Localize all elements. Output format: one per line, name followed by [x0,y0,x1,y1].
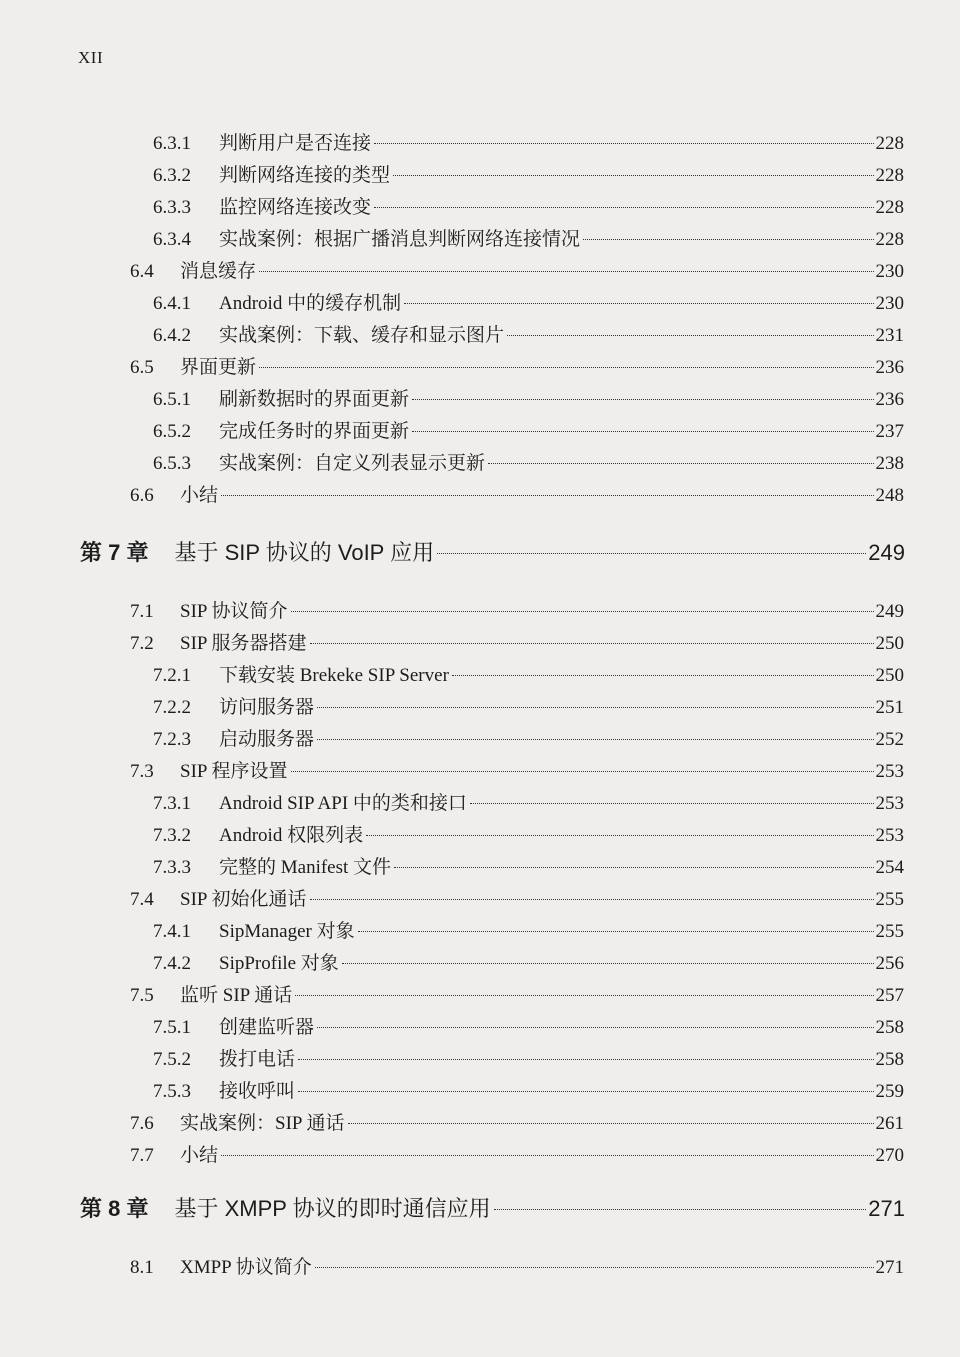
toc-entry-page: 238 [875,453,904,474]
toc-entry-number: 7.5.2 [153,1049,191,1070]
toc-entry-title: 创建监听器 [219,1017,315,1038]
dot-leader [310,643,874,644]
dot-leader [298,1091,873,1092]
dot-leader [366,835,873,836]
toc-entry-page: 257 [875,985,904,1006]
dot-leader [259,271,873,272]
toc-entry-page: 249 [875,601,904,622]
dot-leader [394,867,873,868]
dot-leader [374,143,873,144]
dot-leader [488,463,873,464]
toc-entry-number: 6.5.1 [153,389,191,410]
toc-entry-number: 6.4.2 [153,325,191,346]
toc-entry-page: 231 [875,325,904,346]
dot-leader [507,335,873,336]
toc-entry-title: 消息缓存 [180,261,257,282]
toc-entry-title: SipManager 对象 [219,921,355,942]
toc-entry-number: 7.5.1 [153,1017,191,1038]
toc-entry-number: 6.3.4 [153,229,191,250]
toc-entry [153,788,904,815]
dot-leader [317,1027,873,1028]
toc-entry [130,980,904,1007]
toc-entry-page: 230 [875,293,904,314]
toc-entry-title: 实战案例：下载、缓存和显示图片 [219,325,505,346]
toc-entry-number: 7.3.1 [153,793,191,814]
dot-leader [259,367,873,368]
toc-entry-title: 下载安装 Brekeke SIP Server [219,665,449,686]
toc-entry-title: 实战案例：根据广播消息判断网络连接情况 [219,229,581,250]
toc-entry-title: 接收呼叫 [219,1081,296,1102]
toc-entry-title: 判断用户是否连接 [219,133,372,154]
toc-entry-number: 7.2 [130,633,154,654]
toc-entry [153,852,904,879]
dot-leader [317,739,873,740]
toc-entry-page: 259 [875,1081,904,1102]
toc-entry-number: 7.5.3 [153,1081,191,1102]
toc-entry-page: 228 [875,133,904,154]
toc-entry-number: 7.5 [130,985,154,1006]
toc-entry [153,160,904,187]
toc-entry-page: 228 [875,197,904,218]
toc-entry [153,916,904,943]
toc-entry-page: 271 [868,1196,905,1221]
toc-entry-title: 访问服务器 [219,697,315,718]
dot-leader [412,399,873,400]
dot-leader [452,675,874,676]
dot-leader [298,1059,873,1060]
toc-entry-title: Android 中的缓存机制 [219,293,402,314]
toc-entry-number: 6.3.3 [153,197,191,218]
toc-entry [130,884,904,911]
dot-leader [295,995,873,996]
dot-leader [412,431,873,432]
toc-entry-page: 228 [875,229,904,250]
toc-entry [153,320,904,347]
dot-leader [291,771,874,772]
toc-entry [153,192,904,219]
toc-entry-page: 249 [868,540,905,565]
toc-entry-number: 7.6 [130,1113,154,1134]
toc-entry-page: 230 [875,261,904,282]
toc-entry-title: SIP 初始化通话 [180,889,307,910]
toc-entry-number: 7.3.3 [153,857,191,878]
toc-entry-number: 7.4.1 [153,921,191,942]
toc-entry-page: 248 [875,485,904,506]
toc-entry-number: 6.5.2 [153,421,191,442]
toc-entry-title: 基于 XMPP 协议的即时通信应用 [174,1196,491,1221]
toc-entry-title: 小结 [180,1145,219,1166]
toc-entry [130,628,904,655]
toc-entry-title: SIP 程序设置 [180,761,288,782]
toc-entry-number: 6.4 [130,261,154,282]
toc-entry-number: 6.5.3 [153,453,191,474]
toc-entry [153,128,904,155]
dot-leader [437,553,866,554]
toc-entry [153,1076,904,1103]
toc-entry-page: 250 [875,665,904,686]
toc-entry-number: 7.3.2 [153,825,191,846]
toc-entry [130,756,904,783]
toc-entry-number: 8.1 [130,1257,154,1278]
toc-entry-number: 7.2.2 [153,697,191,718]
toc-entry-number: 6.3.2 [153,165,191,186]
toc-entry-number: 第 7 章 [80,540,149,565]
toc-entry-page: 256 [875,953,904,974]
toc-entry-page: 253 [875,793,904,814]
dot-leader [342,963,874,964]
toc-entry [153,1012,904,1039]
toc-entry-title: 实战案例：SIP 通话 [180,1113,345,1134]
toc-entry [153,224,904,251]
dot-leader [358,931,874,932]
toc-entry-number: 第 8 章 [80,1196,149,1221]
toc-entry-title: 判断网络连接的类型 [219,165,391,186]
toc-entry-page: 253 [875,825,904,846]
toc-entry-title: Android 权限列表 [219,825,364,846]
toc-entry-page: 252 [875,729,904,750]
dot-leader [348,1123,874,1124]
toc-entry-page: 237 [875,421,904,442]
dot-leader [310,899,874,900]
toc-entry-title: SIP 协议简介 [180,601,288,622]
toc-entry-title: 完成任务时的界面更新 [219,421,410,442]
toc-entry-number: 6.4.1 [153,293,191,314]
toc-entry-title: 刷新数据时的界面更新 [219,389,410,410]
toc-entry-title: 监控网络连接改变 [219,197,372,218]
toc-entry [153,288,904,315]
toc-entry-title: 完整的 Manifest 文件 [219,857,392,878]
toc-entry-number: 7.7 [130,1145,154,1166]
toc-entry [153,948,904,975]
dot-leader [494,1209,867,1210]
dot-leader [315,1267,874,1268]
toc-entry-page: 236 [875,357,904,378]
toc-entry-number: 6.6 [130,485,154,506]
toc-entry-title: 基于 SIP 协议的 VoIP 应用 [174,540,435,565]
toc-entry [130,1252,904,1279]
toc-entry-number: 7.1 [130,601,154,622]
dot-leader [470,803,874,804]
toc-entry-title: SipProfile 对象 [219,953,339,974]
toc-entry [153,1044,904,1071]
toc-entry [153,724,904,751]
toc-entry-page: 270 [875,1145,904,1166]
toc-entry-number: 6.5 [130,357,154,378]
dot-leader [317,707,873,708]
toc-entry-page: 251 [875,697,904,718]
toc-entry-title: SIP 服务器搭建 [180,633,307,654]
toc-entry [130,1108,904,1135]
toc-entry-page: 258 [875,1017,904,1038]
toc-entry-title: 监听 SIP 通话 [180,985,293,1006]
toc-entry [153,448,904,475]
toc-entry-page: 228 [875,165,904,186]
toc-entry [153,384,904,411]
dot-leader [291,611,874,612]
toc-entry-page: 255 [875,921,904,942]
toc-entry-title: 界面更新 [180,357,257,378]
toc-entry-title: 启动服务器 [219,729,315,750]
toc-entry-page: 271 [875,1257,904,1278]
toc-entry-number: 7.2.1 [153,665,191,686]
toc-entry-number: 7.4 [130,889,154,910]
toc-entry-title: 小结 [180,485,219,506]
toc-entry-number: 7.4.2 [153,953,191,974]
dot-leader [221,1155,873,1156]
toc-entry-page: 253 [875,761,904,782]
toc-entry [130,352,904,379]
dot-leader [221,495,873,496]
page-number: XII [78,48,104,67]
toc-entry-page: 255 [875,889,904,910]
toc-chapter-entry [80,536,905,567]
toc-entry-page: 261 [875,1113,904,1134]
toc-entry-title: Android SIP API 中的类和接口 [219,793,467,814]
toc-entry [153,820,904,847]
toc-entry [153,692,904,719]
toc-entry-number: 6.3.1 [153,133,191,154]
dot-leader [404,303,873,304]
toc-entry-page: 236 [875,389,904,410]
toc-entry [153,416,904,443]
toc-entry-page: 254 [875,857,904,878]
toc-entry [130,1140,904,1167]
toc-entry [130,480,904,507]
toc-entry [130,256,904,283]
toc-entry [130,596,904,623]
toc-entry-number: 7.2.3 [153,729,191,750]
toc-entry-title: XMPP 协议简介 [180,1257,312,1278]
toc-entry-title: 拨打电话 [219,1049,296,1070]
dot-leader [583,239,873,240]
toc-entry-page: 258 [875,1049,904,1070]
toc-chapter-entry [80,1192,905,1223]
toc-entry-number: 7.3 [130,761,154,782]
toc-entry-page: 250 [875,633,904,654]
toc-entry [153,660,904,687]
toc-entry-title: 实战案例：自定义列表显示更新 [219,453,486,474]
dot-leader [393,175,873,176]
dot-leader [374,207,873,208]
